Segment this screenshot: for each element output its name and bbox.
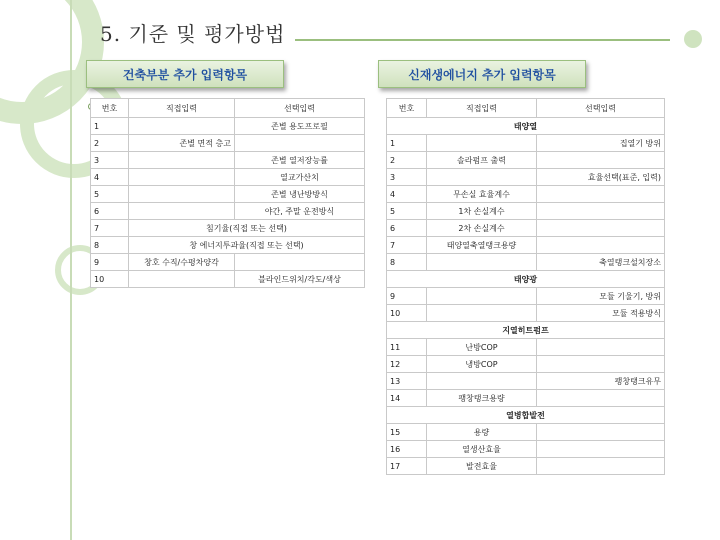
row-number: 10: [387, 305, 427, 322]
table-row: [387, 458, 665, 475]
row-number: 5: [91, 186, 129, 203]
row-select: 존별 용도프로필: [235, 118, 365, 135]
row-number: 7: [91, 220, 129, 237]
row-select: [537, 152, 665, 169]
table-row: [387, 220, 665, 237]
decor-vertical-line: [70, 0, 72, 540]
section-title: 태양광: [387, 271, 665, 288]
col-header-no: 번호: [387, 99, 427, 118]
row-select: 효율선택(표준, 입력): [537, 169, 665, 186]
row-number: 8: [387, 254, 427, 271]
col-header-select: 선택입력: [537, 99, 665, 118]
row-number: 13: [387, 373, 427, 390]
section-row: [387, 271, 665, 288]
row-direct: 솔라펌프 출력: [427, 152, 537, 169]
row-select: [537, 356, 665, 373]
table-row: [91, 271, 365, 288]
row-select: [537, 220, 665, 237]
building-input-table: [90, 98, 365, 288]
table-row: [91, 135, 365, 152]
row-select: [537, 458, 665, 475]
row-select: 열교가산치: [235, 169, 365, 186]
row-direct: [129, 152, 235, 169]
section-row: [387, 118, 665, 135]
row-select: 존별 열저장능률: [235, 152, 365, 169]
row-number: 5: [387, 203, 427, 220]
row-merged-input: 침기율(직접 또는 선택): [129, 220, 365, 237]
row-direct: 냉방COP: [427, 356, 537, 373]
table-row: [387, 288, 665, 305]
table-row: [91, 203, 365, 220]
col-header-no: 번호: [91, 99, 129, 118]
table-row: [387, 135, 665, 152]
table-row: [387, 441, 665, 458]
section-row: [387, 322, 665, 339]
row-number: 10: [91, 271, 129, 288]
row-direct: [129, 186, 235, 203]
table-row: [387, 390, 665, 407]
table-row: [387, 254, 665, 271]
row-direct: 1차 손실계수: [427, 203, 537, 220]
row-number: 4: [91, 169, 129, 186]
row-select: 야간, 주말 운전방식: [235, 203, 365, 220]
left-section-heading: [86, 60, 284, 88]
row-merged-input: 창 에너지투과율(직접 또는 선택): [129, 237, 365, 254]
table-row: [387, 424, 665, 441]
row-direct: 창호 수직/수평차양각: [129, 254, 235, 271]
row-direct: [427, 254, 537, 271]
right-heading-text: 신재생에너지 추가 입력항목: [408, 67, 556, 82]
table-row: [387, 203, 665, 220]
row-direct: 용량: [427, 424, 537, 441]
row-number: 14: [387, 390, 427, 407]
row-select: 블라인드위치/각도/색상: [235, 271, 365, 288]
row-direct: [427, 288, 537, 305]
row-number: 1: [91, 118, 129, 135]
table-row: [387, 152, 665, 169]
row-select: [537, 203, 665, 220]
row-number: 11: [387, 339, 427, 356]
row-direct: [129, 203, 235, 220]
table-row: [91, 220, 365, 237]
section-title: 지열히트펌프: [387, 322, 665, 339]
table-row: [387, 305, 665, 322]
title-underline: [295, 39, 670, 41]
row-select: [537, 186, 665, 203]
table-header-row: [387, 99, 665, 118]
row-number: 8: [91, 237, 129, 254]
table-row: [91, 186, 365, 203]
table-row: [91, 169, 365, 186]
table-row: [91, 152, 365, 169]
row-direct: 존별 면적 층고: [129, 135, 235, 152]
row-select: [537, 441, 665, 458]
table-row: [91, 118, 365, 135]
row-direct: [129, 118, 235, 135]
renewable-input-table: [386, 98, 665, 475]
row-direct: 태양열축열탱크용량: [427, 237, 537, 254]
row-select: [537, 390, 665, 407]
row-number: 3: [91, 152, 129, 169]
table-row: [387, 186, 665, 203]
row-number: 9: [91, 254, 129, 271]
left-heading-text: 건축부분 추가 입력항목: [122, 67, 248, 82]
table-row: [91, 254, 365, 271]
row-select: [235, 135, 365, 152]
col-header-direct: 직접입력: [427, 99, 537, 118]
row-direct: 열생산효율: [427, 441, 537, 458]
row-direct: 2차 손실계수: [427, 220, 537, 237]
row-number: 17: [387, 458, 427, 475]
section-title: 태양열: [387, 118, 665, 135]
row-select: 집열기 방위: [537, 135, 665, 152]
row-select: 모듈 적용방식: [537, 305, 665, 322]
table-row: [387, 339, 665, 356]
row-direct: [129, 169, 235, 186]
row-direct: 무손실 효율계수: [427, 186, 537, 203]
row-number: 3: [387, 169, 427, 186]
table-row: [387, 237, 665, 254]
row-select: 팽창탱크유무: [537, 373, 665, 390]
row-number: 2: [387, 152, 427, 169]
row-direct: [427, 135, 537, 152]
table-row: [387, 169, 665, 186]
row-select: 존별 냉난방방식: [235, 186, 365, 203]
row-select: 축열탱크설치장소: [537, 254, 665, 271]
row-number: 4: [387, 186, 427, 203]
row-number: 7: [387, 237, 427, 254]
row-number: 6: [91, 203, 129, 220]
row-select: 모듈 기울기, 방위: [537, 288, 665, 305]
row-select: [537, 424, 665, 441]
decor-dot: [684, 30, 702, 48]
row-number: 12: [387, 356, 427, 373]
row-direct: 발전효율: [427, 458, 537, 475]
col-header-select: 선택입력: [235, 99, 365, 118]
row-direct: 팽창탱크용량: [427, 390, 537, 407]
row-number: 9: [387, 288, 427, 305]
row-direct: [427, 169, 537, 186]
section-title: 열병합발전: [387, 407, 665, 424]
page-title: 5. 기준 및 평가방법: [100, 22, 286, 46]
row-select: [537, 339, 665, 356]
row-number: 16: [387, 441, 427, 458]
row-number: 1: [387, 135, 427, 152]
right-section-heading: [378, 60, 586, 88]
row-direct: [129, 271, 235, 288]
row-direct: [427, 373, 537, 390]
row-direct: 난방COP: [427, 339, 537, 356]
row-number: 15: [387, 424, 427, 441]
col-header-direct: 직접입력: [129, 99, 235, 118]
table-row: [91, 237, 365, 254]
row-select: [235, 254, 365, 271]
table-row: [387, 356, 665, 373]
section-row: [387, 407, 665, 424]
row-direct: [427, 305, 537, 322]
row-number: 2: [91, 135, 129, 152]
table-header-row: [91, 99, 365, 118]
table-row: [387, 373, 665, 390]
row-number: 6: [387, 220, 427, 237]
row-select: [537, 237, 665, 254]
